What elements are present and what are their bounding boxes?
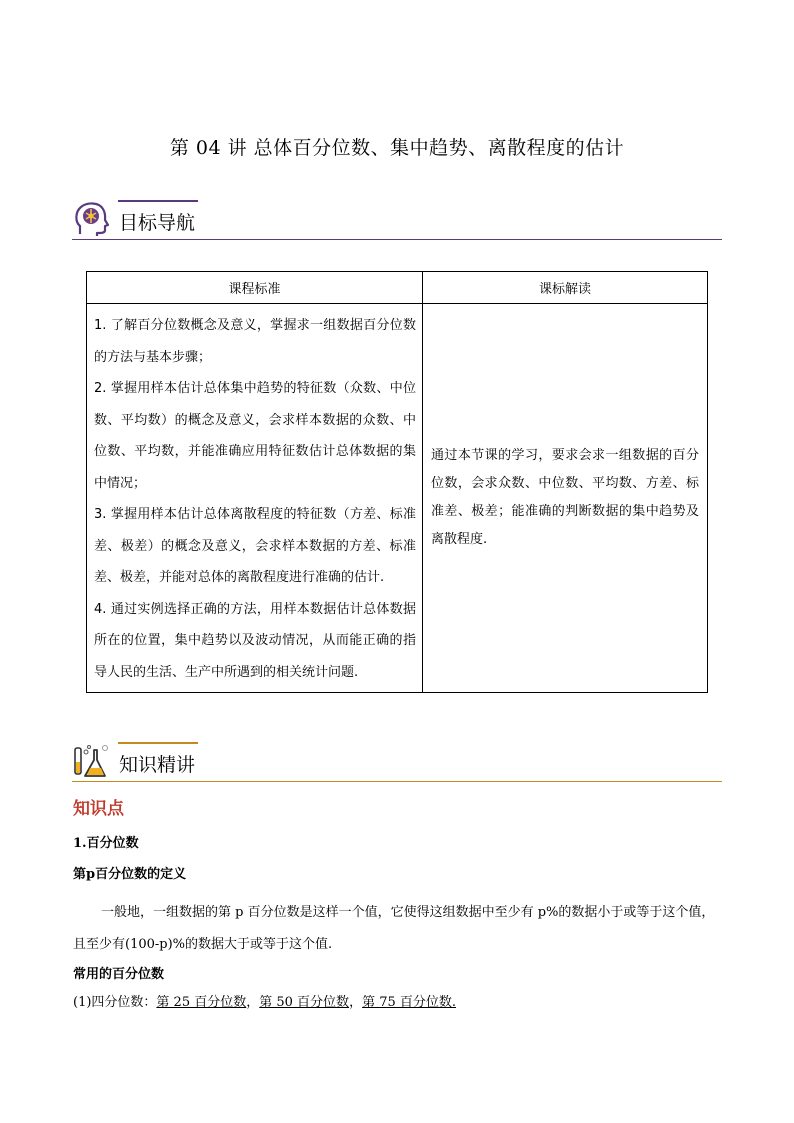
quartile-line: [73, 991, 456, 1010]
table-row: [87, 304, 708, 693]
interpretation-text: 通过本节课的学习，要求会求一组数据的百分位数，会求众数、中位数、平均数、方差、标准差、极差；能准确的判断数据的集中趋势及离散程度.: [431, 448, 699, 547]
header-bottom-line: [72, 781, 722, 783]
quartile-q2: 第 50 百分位数: [259, 995, 350, 1010]
standard-item-3: 3. 掌握用样本估计总体离散程度的特征数（方差、标准差、极差）的概念及意义，会求样本数据的方差、标准差、极差，并能对总体的离散程度进行准确的估计.: [94, 507, 416, 585]
brain-head-icon: [72, 200, 112, 240]
separator: ，: [349, 995, 363, 1010]
quartile-q1: 第 25 百分位数: [156, 995, 247, 1010]
subheading-percentile: 1.百分位数: [73, 836, 139, 851]
knowledge-point-heading: 知识点: [73, 799, 124, 819]
header-top-line: [118, 200, 198, 202]
table-header-row: [87, 272, 708, 304]
standard-item-2: 2. 掌握用样本估计总体集中趋势的特征数（众数、中位数、平均数）的概念及意义，会求样本数据的众数、中位数、平均数，并能准确应用特征数估计总体数据的集中情况；: [94, 381, 416, 491]
standards-cell: [87, 304, 423, 693]
standard-item-4: 4. 通过实例选择正确的方法，用样本数据估计总体数据所在的位置，集中趋势以及波动情况，从而能正确的指导人民的生活、生产中所遇到的相关统计问题.: [94, 601, 416, 680]
quartile-prefix: (1)四分位数：: [73, 995, 157, 1010]
section-header-goals: [72, 200, 722, 240]
definition-paragraph: 一般地，一组数据的第 p 百分位数是这样一个值，它使得这组数据中至少有 p%的数据小于或等于这个值，且至少有(100-p)%的数据大于或等于这个值.: [73, 905, 715, 952]
section-label: 目标导航: [119, 212, 196, 234]
header-bottom-line: [72, 239, 722, 241]
page-title: 第 04 讲 总体百分位数、集中趋势、离散程度的估计: [169, 137, 625, 159]
separator: ，: [246, 995, 260, 1010]
course-standards-table: [86, 271, 708, 693]
flask-icon: [72, 742, 112, 782]
section-label: 知识精讲: [119, 754, 196, 776]
header-course-standard: 课程标准: [87, 272, 423, 304]
standard-item-1: 1. 了解百分位数概念及意义，掌握求一组数据百分位数的方法与基本步骤；: [94, 318, 416, 365]
section-header-knowledge: [72, 742, 722, 782]
header-standard-interpretation: 课标解读: [423, 272, 708, 304]
subheading-common-percentiles: 常用的百分位数: [73, 967, 165, 982]
quartile-q3: 第 75 百分位数.: [362, 995, 457, 1010]
subheading-definition: 第p百分位数的定义: [73, 867, 187, 882]
header-top-line: [118, 742, 198, 744]
interpretation-cell: [423, 304, 708, 693]
